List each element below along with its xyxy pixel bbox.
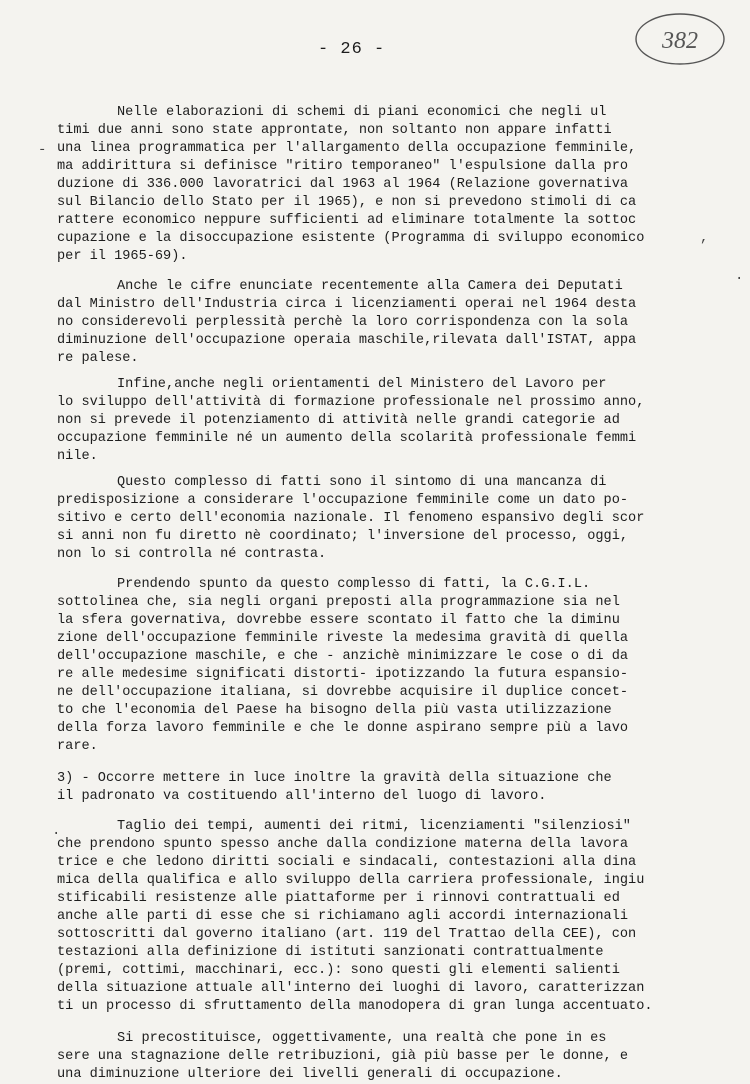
text-line: non lo si controlla né contrasta.	[57, 547, 327, 562]
page-number: - 26 -	[318, 40, 386, 59]
margin-mark: ,	[700, 230, 709, 246]
paragraph	[57, 474, 707, 564]
text-line: Taglio dei tempi, aumenti dei ritmi, licenziamenti "silenziosi"	[117, 819, 631, 834]
margin-mark: -	[38, 142, 47, 158]
text-line: trice e che ledono diritti sociali e sindacali, contestazioni alla dina	[57, 855, 637, 870]
text-line: per il 1965-69).	[57, 249, 188, 264]
text-line: dell'occupazione maschile, e che - anzichè minimizzare le cose o di da	[57, 649, 629, 664]
text-line: Anche le cifre enunciate recentemente alla Camera dei Deputati	[117, 279, 623, 294]
text-line: non si prevede il potenziamento di attività nelle grandi categorie ad	[57, 413, 620, 428]
text-line: una diminuzione ulteriore dei livelli generali di occupazione.	[57, 1067, 563, 1082]
text-line: re palese.	[57, 351, 139, 366]
text-line: to che l'economia del Paese ha bisogno della più vasta utilizzazione	[57, 703, 612, 718]
paragraph	[57, 104, 707, 266]
text-line: duzione di 336.000 lavoratrici dal 1963 al 1964 (Relazione governativa	[57, 177, 629, 192]
paragraph	[57, 376, 707, 466]
text-line: diminuzione dell'occupazione operaia maschile,rilevata dall'ISTAT, appa	[57, 333, 637, 348]
text-line: anche alle parti di esse che si richiamano agli accordi internazionali	[57, 909, 629, 924]
text-line: si anni non fu diretto nè coordinato; l'inversione del processo, oggi,	[57, 529, 629, 544]
text-line: Questo complesso di fatti sono il sintomo di una mancanza di	[117, 475, 607, 490]
document-body	[57, 104, 707, 1084]
text-line: predisposizione a considerare l'occupazione femminile come un dato po-	[57, 493, 629, 508]
text-line: nile.	[57, 449, 98, 464]
text-line: ti un processo di sfruttamento della manodopera di gran lunga accentuato.	[57, 999, 653, 1014]
text-line: cupazione e la disoccupazione esistente (Programma di sviluppo economico	[57, 231, 645, 246]
text-line: stificabili resistenze alle piattaforme per i rinnovi contrattuali ed	[57, 891, 620, 906]
text-line: sottoscritti dal governo italiano (art. 119 del Trattao della CEE), con	[57, 927, 637, 942]
text-line: Si precostituisce, oggettivamente, una realtà che pone in es	[117, 1031, 607, 1046]
text-line: (premi, cottimi, macchinari, ecc.): sono questi gli elementi salienti	[57, 963, 620, 978]
text-line: occupazione femminile né un aumento della scolarità professionale femmi	[57, 431, 637, 446]
text-line: dal Ministro dell'Industria circa i licenziamenti operai nel 1964 desta	[57, 297, 637, 312]
text-line: lo sviluppo dell'attività di formazione professionale nel prossimo anno,	[57, 395, 645, 410]
text-line: che prendono spunto spesso anche dalla condizione materna della lavora	[57, 837, 629, 852]
paragraph	[57, 278, 707, 368]
text-line: Nelle elaborazioni di schemi di piani economici che negli ul	[117, 105, 607, 120]
margin-mark: .	[52, 823, 61, 839]
text-line: sul Bilancio dello Stato per il 1965), e non si prevedono stimoli di ca	[57, 195, 637, 210]
margin-mark: .	[735, 268, 744, 284]
paragraph	[57, 770, 707, 806]
text-line: Prendendo spunto da questo complesso di fatti, la C.G.I.L.	[117, 577, 591, 592]
text-line: 3) - Occorre mettere in luce inoltre la gravità della situazione che	[57, 771, 612, 786]
text-line: della forza lavoro femminile e che le donne aspirano sempre più a lavo	[57, 721, 629, 736]
text-line: sitivo e certo dell'economia nazionale. Il fenomeno espansivo degli scor	[57, 511, 645, 526]
text-line: ne dell'occupazione italiana, si dovrebbe acquisire il duplice concet-	[57, 685, 629, 700]
text-line: della situazione attuale all'interno dei luoghi di lavoro, caratterizzan	[57, 981, 645, 996]
text-line: ma addirittura si definisce "ritiro temporaneo" l'espulsione dalla pro	[57, 159, 629, 174]
text-line: sere una stagnazione delle retribuzioni, già più basse per le donne, e	[57, 1049, 629, 1064]
text-line: una linea programmatica per l'allargamento della occupazione femminile,	[57, 141, 637, 156]
archive-number: 382	[662, 28, 698, 54]
paragraph	[57, 818, 707, 1016]
text-line: il padronato va costituendo all'interno del luogo di lavoro.	[57, 789, 547, 804]
text-line: Infine,anche negli orientamenti del Ministero del Lavoro per	[117, 377, 607, 392]
text-line: rare.	[57, 739, 98, 754]
text-line: la sfera governativa, dovrebbe essere scontato il fatto che la diminu	[57, 613, 620, 628]
text-line: testazioni alla definizione di istituti sanzionati contrattualmente	[57, 945, 604, 960]
text-line: rattere economico neppure sufficienti ad eliminare totalmente la sottoc	[57, 213, 637, 228]
archive-stamp	[632, 10, 728, 68]
text-line: zione dell'occupazione femminile riveste la medesima gravità di quella	[57, 631, 629, 646]
circled-archive-number	[632, 10, 728, 68]
text-line: mica della qualifica e allo sviluppo della carriera professionale, ingiu	[57, 873, 645, 888]
text-line: no considerevoli perplessità perchè la loro corrispondenza con la sola	[57, 315, 629, 330]
paragraph	[57, 1030, 707, 1084]
text-line: re alle medesime significati distorti- ipotizzando la futura espansio-	[57, 667, 629, 682]
text-line: sottolinea che, sia negli organi preposti alla programmazione sia nel	[57, 595, 620, 610]
text-line: timi due anni sono state approntate, non soltanto non appare infatti	[57, 123, 612, 138]
paragraph	[57, 576, 707, 756]
